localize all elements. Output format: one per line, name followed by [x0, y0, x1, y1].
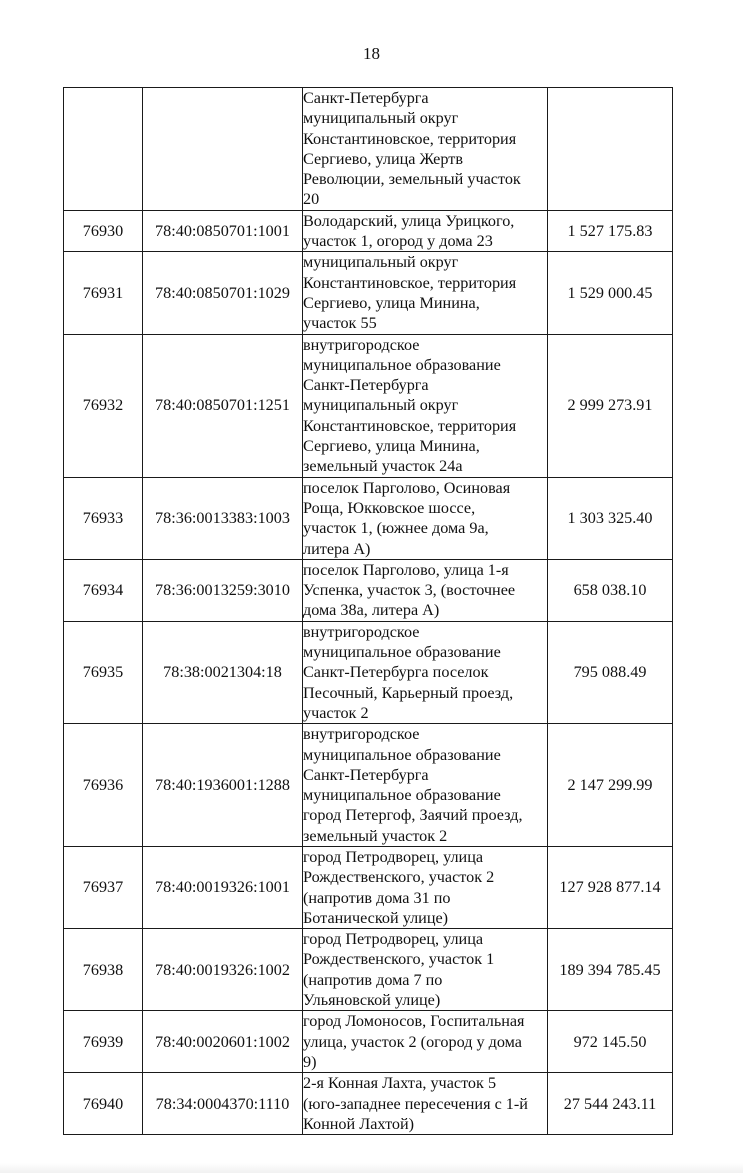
- table-row: [64, 929, 673, 1011]
- cadastral-number-cell: [143, 88, 303, 211]
- address-cell: 2-я Конная Лахта, участок 5 (юго-западнее пересечения с 1-й Конной Лахтой): [303, 1073, 548, 1135]
- address-cell: внутригородское муниципальное образование Санкт-Петербурга поселок Песочный, Карьерный проезд, участок 2: [303, 621, 548, 723]
- address-cell: поселок Парголово, улица 1-я Успенка, участок 3, (восточнее дома 38а, литера А): [303, 559, 548, 621]
- cadastral-number-cell: 78:40:0020601:1002: [143, 1011, 303, 1073]
- cadastral-value-cell: [548, 88, 673, 211]
- cadastral-number-cell: 78:34:0004370:1110: [143, 1073, 303, 1135]
- address-cell: внутригородское муниципальное образование Санкт-Петербурга муниципальное образование город Петергоф, Заячий проезд, земельный участок 2: [303, 724, 548, 847]
- cadastral-value-cell: 1 527 175.83: [548, 210, 673, 252]
- table-row: [64, 1073, 673, 1135]
- cadastral-number-cell: 78:38:0021304:18: [143, 621, 303, 723]
- table-row: [64, 621, 673, 723]
- row-number-cell: 76938: [64, 929, 143, 1011]
- land-plots-table: [63, 87, 673, 1135]
- scan-edge-shadow: [0, 1163, 743, 1173]
- cadastral-value-cell: 972 145.50: [548, 1011, 673, 1073]
- row-number-cell: 76930: [64, 210, 143, 252]
- cadastral-number-cell: 78:36:0013383:1003: [143, 477, 303, 559]
- address-cell: город Петродворец, улица Рождественского, участок 1 (напротив дома 7 по Ульяновской улице): [303, 929, 548, 1011]
- row-number-cell: 76937: [64, 846, 143, 928]
- table-row: [64, 724, 673, 847]
- cadastral-number-cell: 78:40:0019326:1001: [143, 846, 303, 928]
- cadastral-value-cell: 189 394 785.45: [548, 929, 673, 1011]
- row-number-cell: 76939: [64, 1011, 143, 1073]
- table-row: [64, 88, 673, 211]
- row-number-cell: 76936: [64, 724, 143, 847]
- table-row: [64, 477, 673, 559]
- address-cell: поселок Парголово, Осиновая Роща, Юкковское шоссе, участок 1, (южнее дома 9а, литера А): [303, 477, 548, 559]
- row-number-cell: 76935: [64, 621, 143, 723]
- cadastral-value-cell: 1 303 325.40: [548, 477, 673, 559]
- table-row: [64, 210, 673, 252]
- cadastral-number-cell: 78:36:0013259:3010: [143, 559, 303, 621]
- row-number-cell: 76934: [64, 559, 143, 621]
- cadastral-number-cell: 78:40:1936001:1288: [143, 724, 303, 847]
- cadastral-number-cell: 78:40:0019326:1002: [143, 929, 303, 1011]
- page-number: 18: [363, 44, 380, 63]
- cadastral-number-cell: 78:40:0850701:1251: [143, 334, 303, 477]
- table-row: [64, 559, 673, 621]
- address-cell: Санкт-Петербурга муниципальный округ Константиновское, территория Сергиево, улица Жертв Революции, земельный участок 20: [303, 88, 548, 211]
- table-row: [64, 1011, 673, 1073]
- address-cell: город Ломоносов, Госпитальная улица, участок 2 (огород у дома 9): [303, 1011, 548, 1073]
- row-number-cell: 76931: [64, 252, 143, 334]
- address-cell: муниципальный округ Константиновское, территория Сергиево, улица Минина, участок 55: [303, 252, 548, 334]
- cadastral-value-cell: 127 928 877.14: [548, 846, 673, 928]
- cadastral-value-cell: 27 544 243.11: [548, 1073, 673, 1135]
- address-cell: внутригородское муниципальное образование Санкт-Петербурга муниципальный округ Константиновское, территория Сергиево, улица Минина, земельный участок 24а: [303, 334, 548, 477]
- address-cell: город Петродворец, улица Рождественского, участок 2 (напротив дома 31 по Ботанической улице): [303, 846, 548, 928]
- cadastral-number-cell: 78:40:0850701:1029: [143, 252, 303, 334]
- cadastral-value-cell: 795 088.49: [548, 621, 673, 723]
- cadastral-value-cell: 1 529 000.45: [548, 252, 673, 334]
- cadastral-number-cell: 78:40:0850701:1001: [143, 210, 303, 252]
- address-cell: Володарский, улица Урицкого, участок 1, огород у дома 23: [303, 210, 548, 252]
- table-row: [64, 334, 673, 477]
- cadastral-value-cell: 2 999 273.91: [548, 334, 673, 477]
- cadastral-value-cell: 2 147 299.99: [548, 724, 673, 847]
- table-row: [64, 846, 673, 928]
- row-number-cell: 76933: [64, 477, 143, 559]
- cadastral-value-cell: 658 038.10: [548, 559, 673, 621]
- row-number-cell: 76932: [64, 334, 143, 477]
- row-number-cell: [64, 88, 143, 211]
- row-number-cell: 76940: [64, 1073, 143, 1135]
- table-row: [64, 252, 673, 334]
